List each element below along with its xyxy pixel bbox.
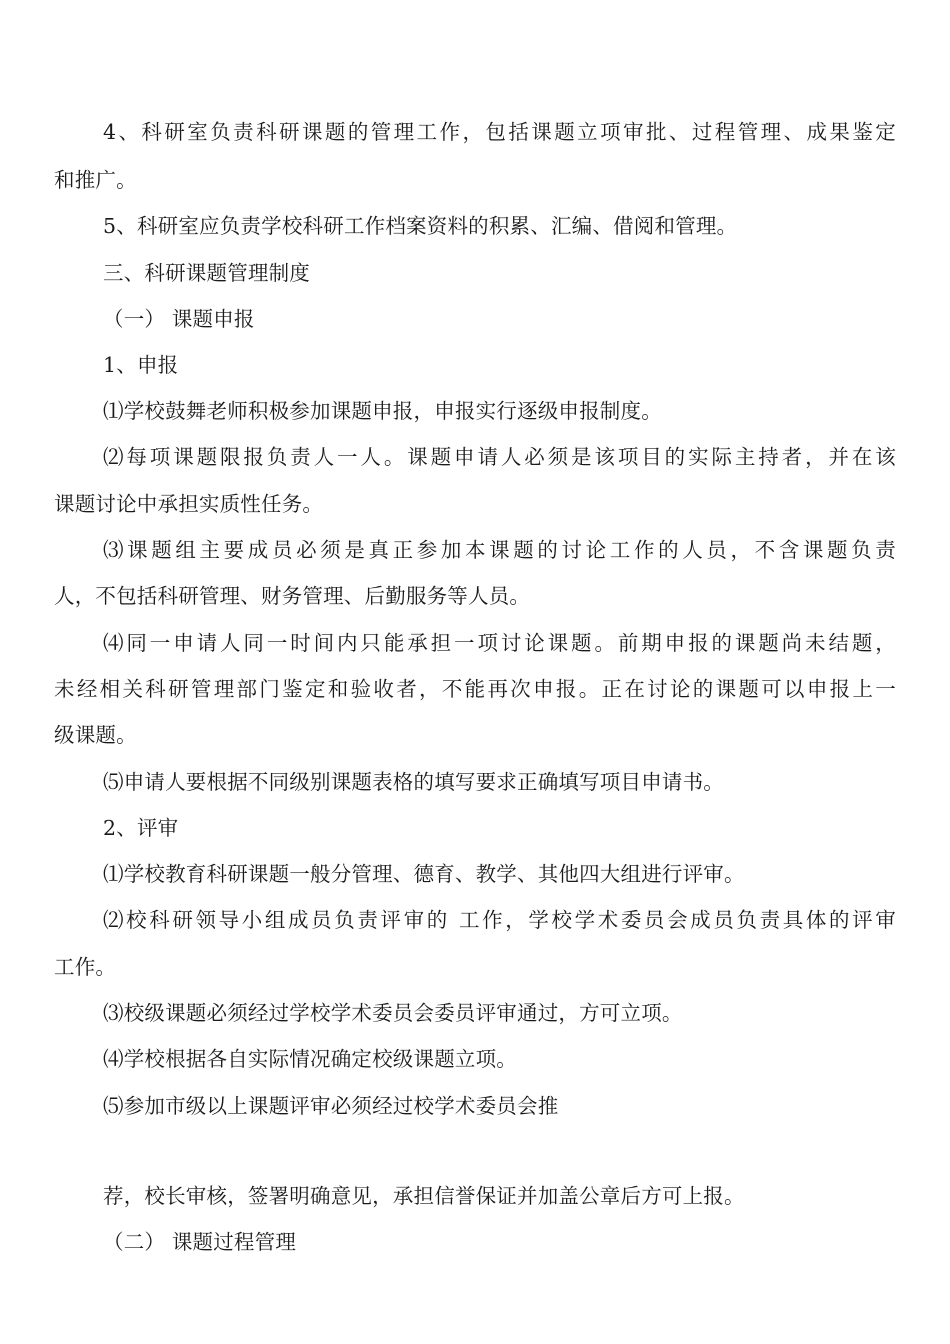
paragraph-line: 级课题。 xyxy=(54,723,137,747)
item-heading: 2、评审 xyxy=(103,816,179,840)
paragraph-line: 未经相关科研管理部门鉴定和验收者，不能再次申报。正在讨论的课题可以申报上一 xyxy=(54,677,896,701)
paragraph-line: 5、科研室应负责学校科研工作档案资料的积累、汇编、借阅和管理。 xyxy=(103,214,738,238)
paragraph-line: 和推广。 xyxy=(54,168,137,192)
paragraph-line: ⑷同一申请人同一时间内只能承担一项讨论课题。前期申报的课题尚未结题， xyxy=(103,631,896,655)
paragraph-line: ⑶校级课题必须经过学校学术委员会委员评审通过，方可立项。 xyxy=(103,1001,683,1025)
paragraph-line: 课题讨论中承担实质性任务。 xyxy=(54,492,324,516)
paragraph-line: ⑵校科研领导小组成员负责评审的 工作，学校学术委员会成员负责具体的评审 xyxy=(103,908,896,932)
paragraph-line: ⑸申请人要根据不同级别课题表格的填写要求正确填写项目申请书。 xyxy=(103,770,724,794)
paragraph-line: ⑴学校鼓舞老师积极参加课题申报，申报实行逐级申报制度。 xyxy=(103,399,662,423)
paragraph-line: 荐，校长审核，签署明确意见，承担信誉保证并加盖公章后方可上报。 xyxy=(103,1184,745,1208)
paragraph-line: ⑴学校教育科研课题一般分管理、德育、教学、其他四大组进行评审。 xyxy=(103,862,745,886)
paragraph-line: ⑷学校根据各自实际情况确定校级课题立项。 xyxy=(103,1047,517,1071)
paragraph-line: 工作。 xyxy=(54,955,117,979)
paragraph-line: ⑵每项课题限报负责人一人。课题申请人必须是该项目的实际主持者，并在该 xyxy=(103,445,896,469)
subsection-heading: （二） 课题过程管理 xyxy=(103,1230,297,1254)
item-heading: 1、申报 xyxy=(103,353,179,377)
paragraph-line: 人，不包括科研管理、财务管理、后勤服务等人员。 xyxy=(54,584,531,608)
section-heading: 三、科研课题管理制度 xyxy=(103,261,310,285)
subsection-heading: （一） 课题申报 xyxy=(103,307,255,331)
paragraph-line: ⑶课题组主要成员必须是真正参加本课题的讨论工作的人员，不含课题负责 xyxy=(103,538,896,562)
paragraph-line: ⑸参加市级以上课题评审必须经过校学术委员会推 xyxy=(103,1094,559,1118)
paragraph-line: 4、科研室负责科研课题的管理工作，包括课题立项审批、过程管理、成果鉴定 xyxy=(103,120,896,144)
